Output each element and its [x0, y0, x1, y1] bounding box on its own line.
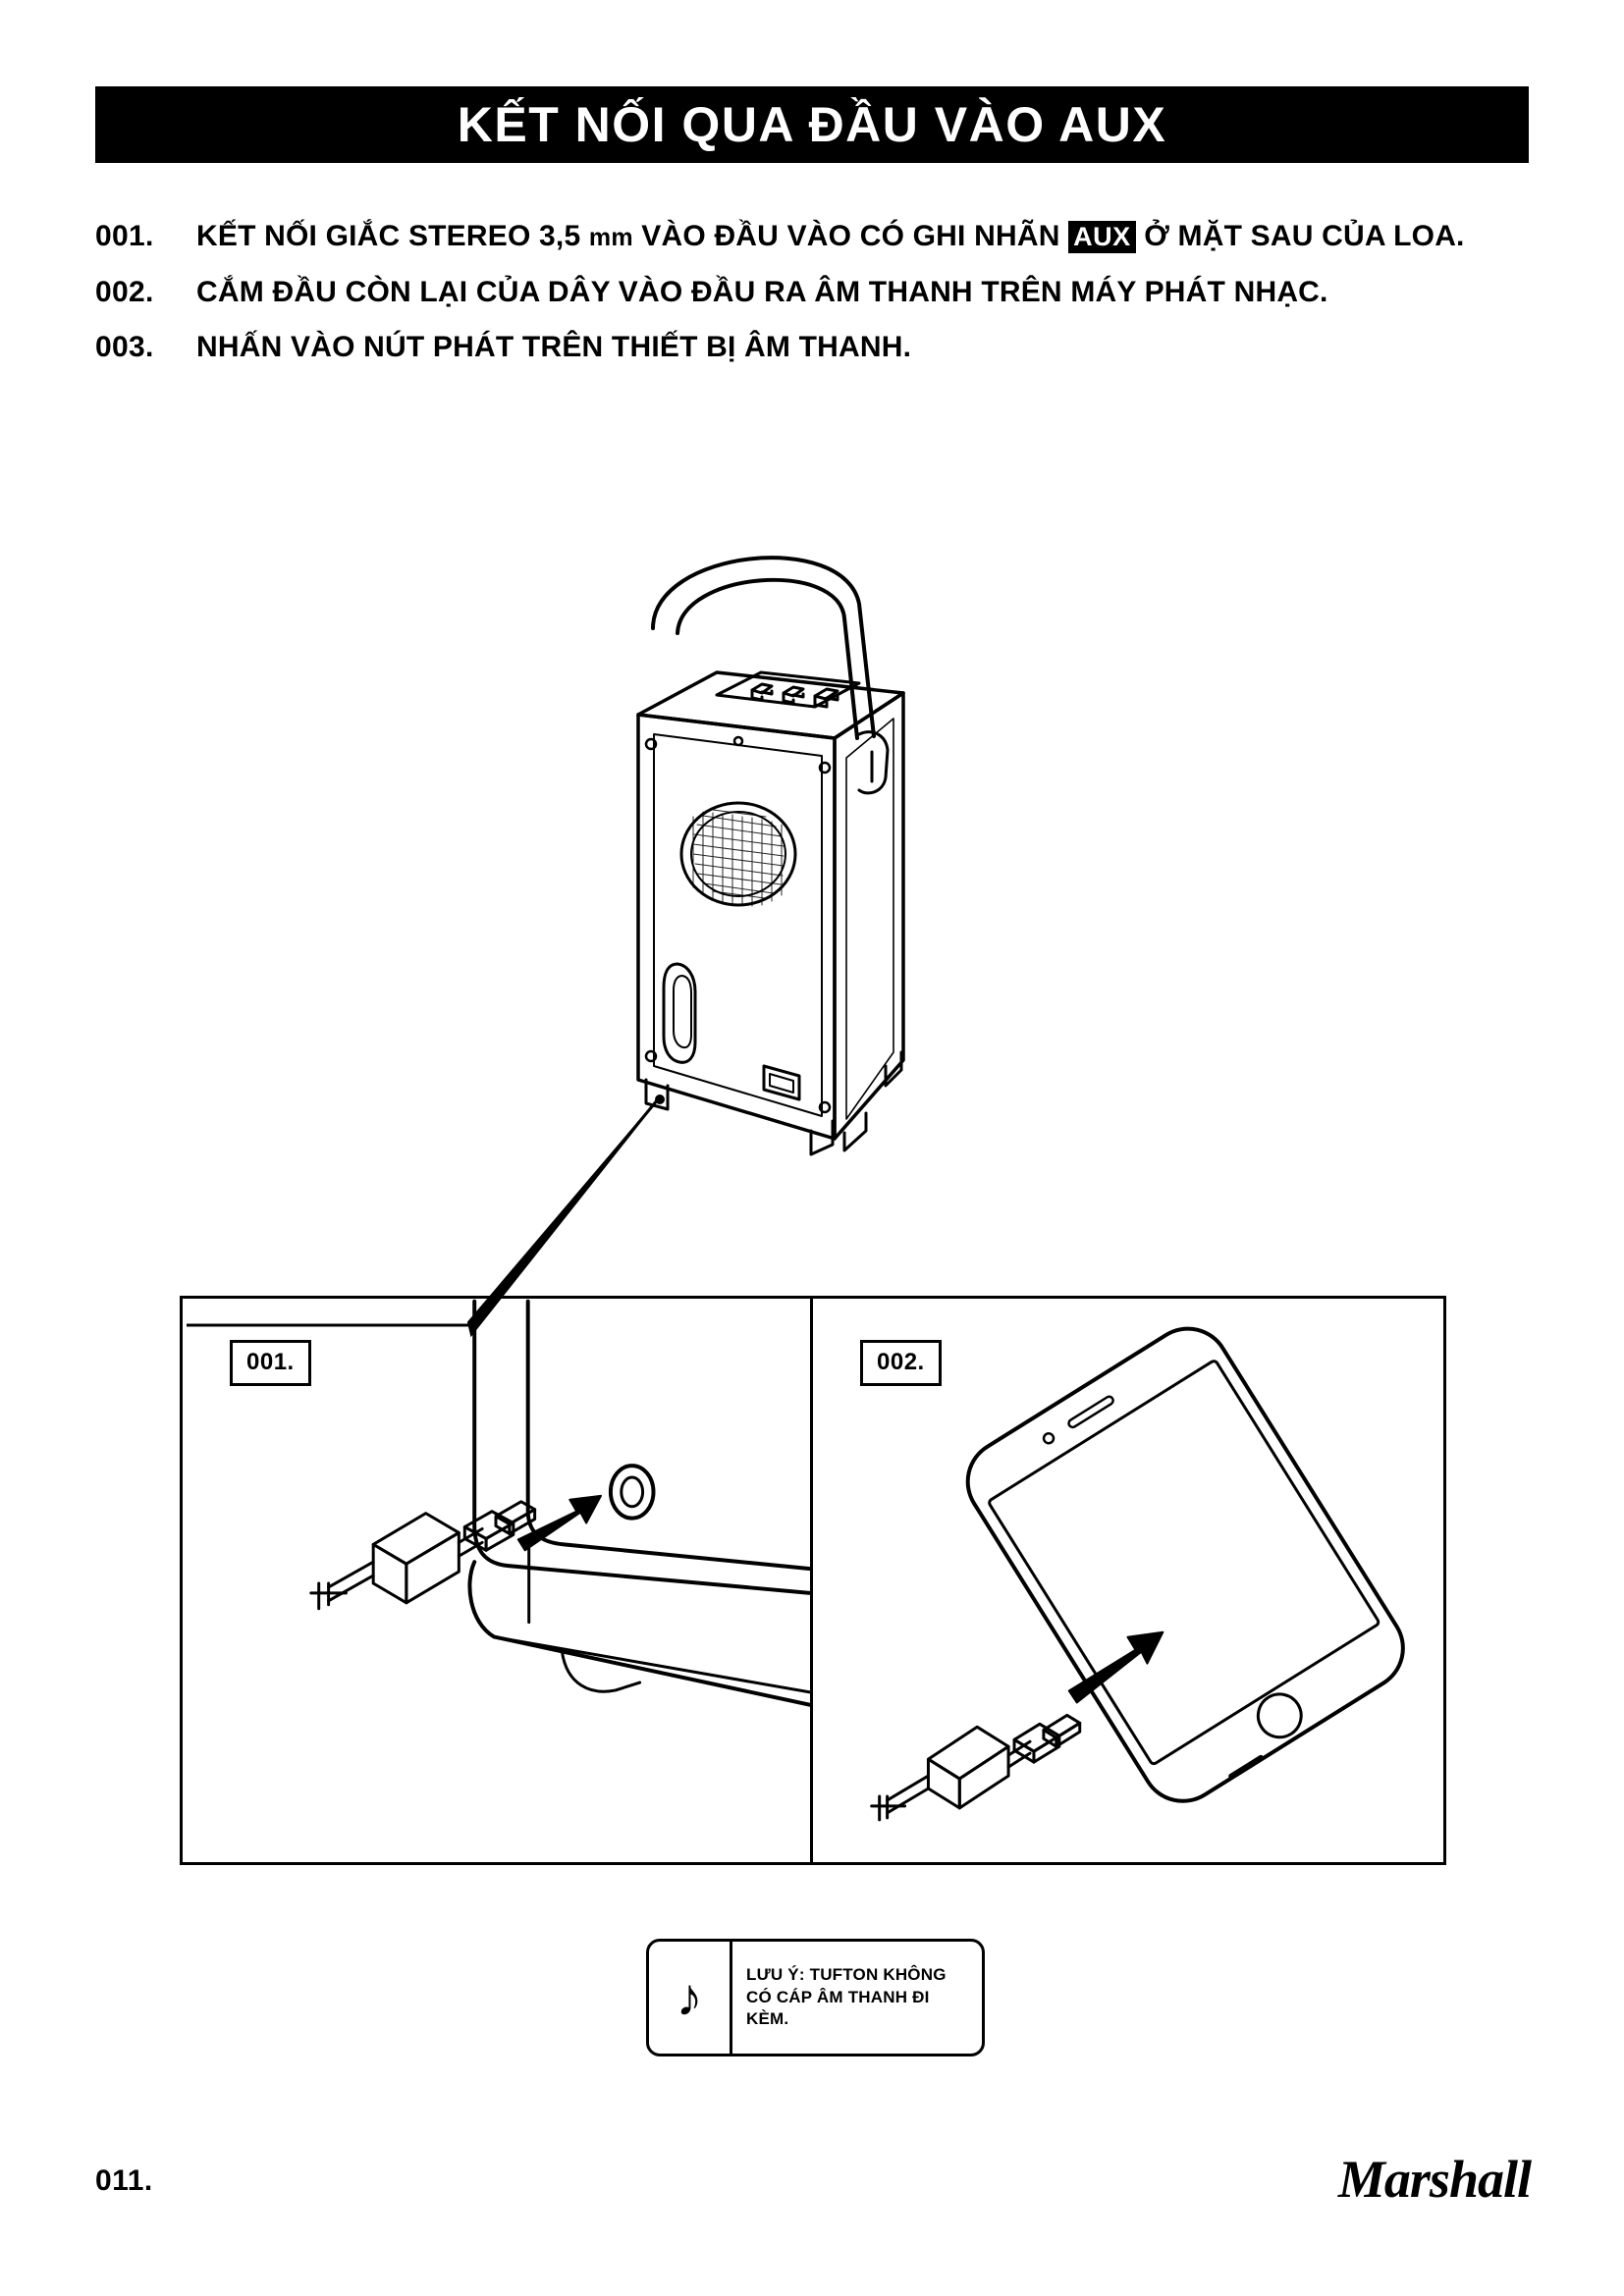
- step-text-middle: VÀO ĐẦU VÀO CÓ GHI NHÃN: [641, 220, 1060, 252]
- aux-label-badge: AUX: [1068, 221, 1136, 253]
- note-text: LƯU Ý: TUFTON KHÔNG CÓ CÁP ÂM THANH ĐI KÈM.: [746, 1964, 947, 2029]
- step-text-after: Ở MẶT SAU CỦA LOA.: [1144, 220, 1465, 252]
- step-text: CẮM ĐẦU CÒN LẠI CỦA DÂY VÀO ĐẦU RA ÂM THANH TRÊN MÁY PHÁT NHẠC.: [196, 276, 1328, 308]
- page-title: KẾT NỐI QUA ĐẦU VÀO AUX: [457, 97, 1167, 152]
- illustration-panels: [180, 1296, 1446, 1865]
- step-text: [196, 211, 1465, 263]
- step-text: NHẤN VÀO NÚT PHÁT TRÊN THIẾT BỊ ÂM THANH.: [196, 331, 912, 363]
- step-003: [95, 322, 1539, 373]
- page-title-banner: [95, 86, 1529, 163]
- step-number: 001.: [95, 220, 154, 252]
- step-number: 002.: [95, 276, 154, 308]
- step-002: [95, 267, 1539, 318]
- speaker-illustration: [520, 510, 1070, 1198]
- step-unit: mm: [588, 224, 633, 251]
- speaker-rear-view-drawing: [520, 510, 1070, 1198]
- step-001: [95, 211, 1539, 263]
- brand-wordmark: Marshall: [1337, 2150, 1531, 2209]
- note-box: [646, 1939, 985, 2056]
- music-note-icon: ♪: [649, 1942, 732, 2054]
- instruction-steps: [95, 211, 1539, 377]
- panel-tag: 002.: [860, 1340, 942, 1386]
- brand-logo: [1275, 2140, 1531, 2218]
- step-number: 003.: [95, 331, 154, 363]
- panel-001: [183, 1299, 813, 1862]
- page-number: 011.: [95, 2164, 153, 2197]
- panel-tag: 001.: [230, 1340, 311, 1386]
- panel-002: [813, 1299, 1443, 1862]
- step-text-before: KẾT NỐI GIẮC STEREO 3,5: [196, 220, 581, 252]
